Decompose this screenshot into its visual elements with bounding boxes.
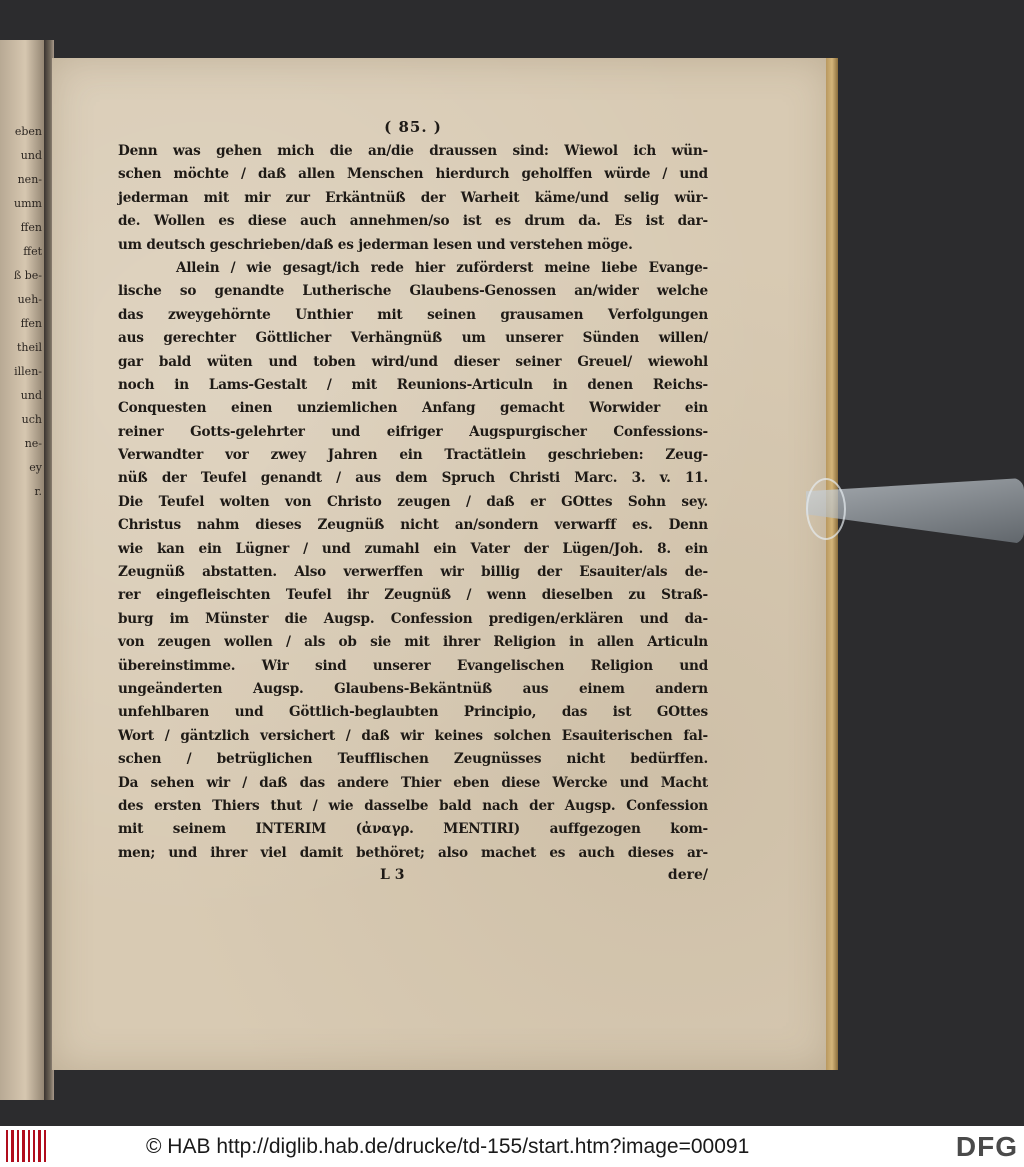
facing-page-fragment: nen-: [17, 173, 42, 186]
facing-page-fragment: umm: [14, 197, 42, 210]
credit-link[interactable]: © HAB http://diglib.hab.de/drucke/td-155/start.htm?image=00091: [146, 1135, 750, 1158]
text-line: ungeänderten Augsp. Glaubens-Bekäntnüß aus einem andern: [118, 680, 708, 697]
text-line: wie kan ein Lügner / und zumahl ein Vater der Lügen/Joh. 8. ein: [118, 540, 708, 557]
text-line: burg im Münster die Augsp. Confession predigen/erklären und da-: [118, 610, 708, 627]
text-line: unfehlbaren und Göttlich-beglaubten Principio, das ist GOttes: [118, 704, 708, 721]
text-line: aus gerechter Göttlicher Verhängnüß um unserer Sünden willen/: [118, 330, 708, 347]
facing-page-fragment: r.: [34, 485, 42, 498]
facing-page-fragment: illen-: [14, 365, 42, 378]
page-holder-clip-tip: [806, 478, 846, 540]
text-line: Verwandter vor zwey Jahren ein Tractätlein geschrieben: Zeug-: [118, 447, 708, 464]
page-edge: [826, 58, 838, 1070]
catchword: dere/: [667, 867, 708, 884]
text-line: schen möchte / daß allen Menschen hierdurch geholffen würde / und: [118, 166, 708, 183]
facing-page-fragment: theil: [16, 341, 42, 354]
text-line: des ersten Thiers thut / wie dasselbe bald nach der Augsp. Confession: [118, 797, 708, 814]
text-line: mit seinem INTERIM (ἀναγρ. MENTIRI) auffgezogen kom-: [118, 821, 708, 838]
text-line: Denn was gehen mich die an/die draussen sind: Wiewol ich wün-: [118, 143, 708, 159]
facing-page-edge: [0, 40, 46, 1100]
text-line: das zweygehörnte Unthier mit seinen grausamen Verfolgungen: [118, 306, 708, 323]
page-footer: [118, 867, 708, 895]
text-line: Christus nahm dieses Zeugnüß nicht an/sondern verwarff es. Denn: [118, 517, 708, 534]
facing-page-fragment: ne-: [24, 437, 42, 450]
credit-bar: [0, 1126, 1024, 1167]
text-line: lische so genandte Lutherische Glaubens-Genossen an/wider welche: [118, 283, 708, 300]
facing-page-text: [0, 120, 44, 820]
signature-mark: L 3: [380, 867, 405, 884]
facing-page-fragment: ß be-: [13, 269, 42, 282]
facing-page-fragment: ffet: [23, 245, 42, 258]
hab-logo-icon: [6, 1130, 46, 1162]
facing-page-fragment: ueh-: [17, 293, 42, 306]
dfg-logo: DFG: [955, 1131, 1018, 1162]
facing-page-fragment: ey: [29, 461, 42, 474]
text-line: jederman mit mir zur Erkäntnüß der Warheit käme/und selig wür-: [118, 189, 708, 206]
text-line: reiner Gotts-gelehrter und eifriger Augspurgischer Confessions-: [118, 423, 708, 440]
text-line: Conquesten einen unziemlichen Anfang gemacht Worwider ein: [118, 400, 708, 417]
text-line: Zeugnüß abstatten. Also verwerffen wir billig der Esauiter/als de-: [118, 564, 708, 581]
facing-page-fragment: ffen: [20, 221, 42, 234]
page-text-block: [118, 114, 708, 895]
text-line: um deutsch geschrieben/daß es jederman lesen und verstehen möge.: [118, 236, 633, 253]
text-line: nüß der Teufel genandt / aus dem Spruch Christi Marc. 3. v. 11.: [118, 470, 708, 487]
text-line: men; und ihrer viel damit bethöret; also machet es auch dieses ar-: [118, 844, 708, 861]
page-number-header: ( 85. ): [384, 118, 442, 136]
text-line: de. Wollen es diese auch annehmen/so ist es drum da. Es ist dar-: [118, 213, 708, 230]
text-line: Da sehen wir / daß das andere Thier eben diese Wercke und Macht: [118, 774, 708, 791]
text-line: noch in Lams-Gestalt / mit Reunions-Articuln in denen Reichs-: [118, 376, 708, 393]
text-line: rer eingefleischten Teufel ihr Zeugnüß / wenn dieselben zu Straß-: [118, 587, 708, 604]
facing-page-fragment: und: [20, 149, 42, 162]
text-line: schen / betrüglichen Teufflischen Zeugnüsses nicht bedürffen.: [118, 751, 708, 768]
text-line: übereinstimme. Wir sind unserer Evangelischen Religion und: [118, 657, 708, 674]
facing-page-fragment: ffen: [20, 317, 42, 330]
text-line: gar bald wüten und toben wird/und dieser seiner Greuel/ wiewohl: [118, 353, 708, 370]
text-line: Die Teufel wolten von Christo zeugen / daß er GOttes Sohn sey.: [118, 493, 708, 510]
page-lines: [118, 140, 708, 865]
text-line: Allein / wie gesagt/ich rede hier zuförderst meine liebe Evange-: [176, 259, 708, 276]
facing-page-fragment: uch: [21, 413, 42, 426]
facing-page-fragment: und: [20, 389, 42, 402]
text-line: Wort / gäntzlich versichert / daß wir keines solchen Esauiterischen fal-: [118, 727, 708, 744]
text-line: von zeugen wollen / als ob sie mit ihrer Religion in allen Articuln: [118, 634, 708, 651]
facing-page-fragment: eben: [14, 125, 42, 138]
